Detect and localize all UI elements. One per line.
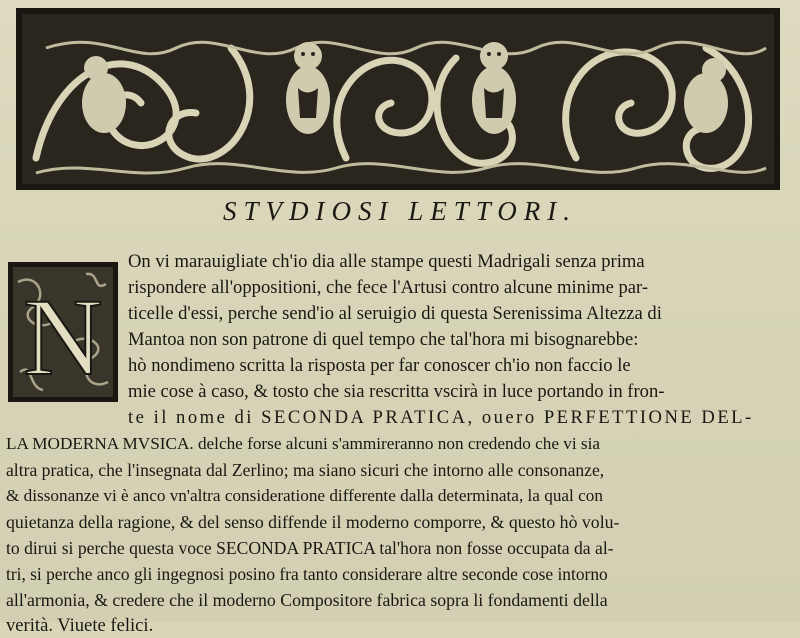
text-line: On vi marauigliate ch'io dia alle stampe questi Madrigali senza prima <box>128 251 645 272</box>
text-line: altra pratica, che l'insegnata dal Zerlino; ma siano sicuri che intorno alle consonanze, <box>6 460 605 480</box>
text-line: to dirui si perche questa voce SECONDA PRATICA tal'hora non fosse occupata da al- <box>6 538 614 558</box>
ornamental-header-band <box>16 8 780 190</box>
text-line: te il nome di SECONDA PRATICA, ouero PERFETTIONE DEL- <box>128 407 754 428</box>
text-line: verità. Viuete felici. <box>6 615 154 636</box>
text-line: all'armonia, & credere che il moderno Compositore fabrica sopra li fondamenti della <box>6 590 608 610</box>
drop-cap: N <box>23 276 103 398</box>
text-line: tri, si perche anco gli ingegnosi posino fra tanto considerare altre seconde cose intorno <box>6 564 608 584</box>
section-heading: STVDIOSI LETTORI. <box>222 196 578 226</box>
text-line: quietanza della ragione, & del senso diffende il moderno comporre, & questo hò volu- <box>6 512 620 532</box>
text-line: rispondere all'oppositioni, che fece l'Artusi contro alcune minime par- <box>128 277 649 298</box>
text-line: LA MODERNA MVSICA. delche forse alcuni s'ammireranno non credendo che vi sia <box>6 434 601 453</box>
text-line: Mantoa non son patrone di quel tempo che tal'hora mi bisognarebbe: <box>128 329 639 350</box>
decorated-initial-n-icon <box>8 262 118 402</box>
text-line: & dissonanze vi è anco vn'altra consideratione differente dalla determinata, la qual con <box>6 486 603 505</box>
text-line: hò nondimeno scritta la risposta per far conoscer ch'io non faccio le <box>128 355 631 376</box>
text-line: ticelle d'essi, perche send'io al seruigio di questa Serenissima Altezza di <box>128 303 662 324</box>
text-line: mie cose à caso, & tosto che sia rescritta vscirà in luce portando in fron- <box>128 381 665 402</box>
